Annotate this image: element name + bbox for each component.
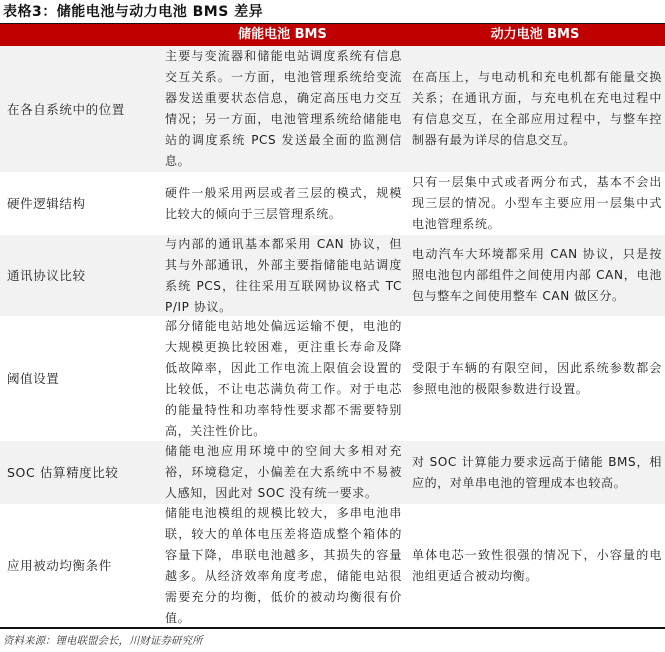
header-category <box>0 24 160 46</box>
row-power-text: 单体电芯一致性很强的情况下，小容量的电池组更适合被动均衡。 <box>412 547 662 583</box>
row-power-text: 对 SOC 计算能力要求远高于储能 BMS，相应的，对单串电池的管理成本也较高。 <box>412 454 662 490</box>
table-title: 表格3：储能电池与动力电池 BMS 差异 <box>3 4 264 20</box>
table-row <box>0 172 665 235</box>
header-storage-bms: 储能电池 BMS <box>238 27 327 42</box>
row-storage-text: 硬件一般采用两层或者三层的模式，规模比较大的倾向于三层管理系统。 <box>165 185 402 221</box>
row-storage-text: 储能电池应用环境中的空间大多相对充裕，环境稳定，小偏差在大系统中不易被人感知，因此对 SOC 没有统一要求。 <box>165 444 402 500</box>
row-category: 应用被动均衡条件 <box>7 558 112 573</box>
table-row <box>0 235 665 316</box>
table-row <box>0 504 665 627</box>
row-power-text: 受限于车辆的有限空间，因此系统参数都会参照电池的极限参数进行设置。 <box>412 360 662 396</box>
row-category: SOC 估算精度比较 <box>7 465 119 480</box>
row-storage-text: 与内部的通讯基本都采用 CAN 协议，但其与外部通讯，外部主要指储能电站调度系统 PCS，往往采用互联网协议格式 TCP/IP 协议。 <box>165 236 402 314</box>
row-storage-text: 部分储能电站地处偏远运输不便，电池的大规模更换比较困难，更注重长寿命及降低故障率，因此工作电流上限值会设置的比较低，不让电芯满负荷工作。对于电芯的能量特性和功率特性要求都不需要特别高，关注性价比。 <box>165 318 402 438</box>
bottom-rule <box>0 627 665 629</box>
row-category: 阈值设置 <box>7 371 60 386</box>
table-header <box>0 24 665 46</box>
table-row <box>0 46 665 172</box>
table-row <box>0 316 665 441</box>
table-row <box>0 441 665 504</box>
row-category: 通讯协议比较 <box>7 268 86 283</box>
row-storage-text: 储能电池模组的规模比较大，多串电池串联，较大的单体电压差将造成整个箱体的容量下降，串联电池越多，其损失的容量越多。从经济效率角度考虑，储能电站很需要充分的均衡，低价的被动均衡很有价值。 <box>165 505 402 625</box>
row-power-text: 只有一层集中式或者两分布式，基本不会出现三层的情况。小型车主要应用一层集中式电池管理系统。 <box>412 175 662 231</box>
row-power-text: 在高压上，与电动机和充电机都有能量交换关系；在通讯方面，与充电机在充电过程中有信息交互，在全部应用过程中，与整车控制器有最为详尽的信息交互。 <box>412 70 662 147</box>
row-category: 硬件逻辑结构 <box>7 196 86 211</box>
source-note: 资料来源：锂电联盟会长，川财证券研究所 <box>3 635 203 647</box>
row-storage-text: 主要与变流器和储能电站调度系统有信息交互关系。一方面，电池管理系统给变流器发送重要状态信息，确定高压电力交互情况；另一方面，电池管理系统给储能电站的调度系统 PCS 发送最全面的监测信息。 <box>165 49 402 168</box>
header-power-bms: 动力电池 BMS <box>490 27 580 42</box>
row-power-text: 电动汽车大环境都采用 CAN 协议，只是按照电池包内部组件之间使用内部 CAN，电池包与整车之间使用整车 CAN 做区分。 <box>412 247 662 303</box>
row-category: 在各自系统中的位置 <box>7 101 125 117</box>
